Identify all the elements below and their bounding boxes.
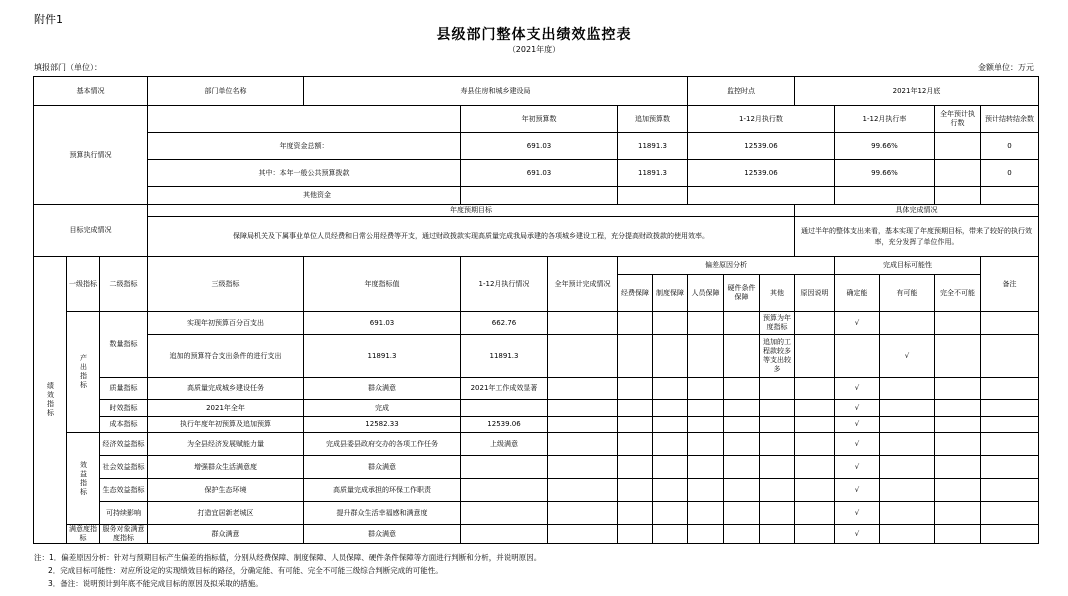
header-dev-hardware: 硬件条件保障 [724, 275, 760, 312]
row-reason [795, 378, 835, 400]
row-forecast [548, 400, 618, 417]
row-target: 提升群众生活幸福感和满意度 [304, 502, 461, 525]
row-dev-cell [653, 417, 688, 433]
row-maybe [880, 417, 935, 433]
row-dev-cell [618, 378, 653, 400]
row-other [760, 502, 795, 525]
row-dev-cell [618, 479, 653, 502]
row-dev-cell [688, 378, 724, 400]
header-exec: 1-12月执行情况 [461, 257, 548, 312]
note-1: 注：1．偏差原因分析：针对与预期目标产生偏差的指标值，分别从经费保障、制度保障、人员保障、硬件条件保障等方面进行判断和分析，并说明原因。 [34, 553, 542, 562]
row-l3: 增强群众生活满意度 [148, 456, 304, 479]
goal-actual-header: 具体完成情况 [795, 205, 1039, 217]
row-l3: 群众满意 [148, 525, 304, 544]
row-remark [981, 335, 1039, 378]
row-l2: 成本指标 [100, 417, 148, 433]
row-l3: 为全县经济发展赋能力量 [148, 433, 304, 456]
benefit-label: 效益指标 [67, 433, 100, 525]
row-dev-cell [724, 433, 760, 456]
dept-name-label: 部门单位名称 [148, 77, 304, 106]
row-target: 群众满意 [304, 456, 461, 479]
budget-cell: 0 [981, 160, 1039, 187]
header-comp-impossible: 完全不可能 [935, 275, 981, 312]
header-dev-reason: 原因说明 [795, 275, 835, 312]
row-reason [795, 417, 835, 433]
attachment-label: 附件1 [34, 13, 63, 26]
row-other: 追加的工程款较多等支出较多 [760, 335, 795, 378]
row-impossible [935, 400, 981, 417]
row-maybe [880, 479, 935, 502]
row-other [760, 400, 795, 417]
row-forecast [548, 378, 618, 400]
row-l2: 服务对象满意度指标 [100, 525, 148, 544]
row-maybe [880, 456, 935, 479]
budget-header-initial: 年初预算数 [461, 106, 618, 133]
row-dev-cell [618, 400, 653, 417]
budget-cell: 11891.3 [618, 160, 688, 187]
row-other: 预算为年度指标 [760, 312, 795, 335]
row-sure: √ [835, 502, 880, 525]
row-dev-cell [618, 525, 653, 544]
row-sure [835, 335, 880, 378]
row-forecast [548, 502, 618, 525]
row-dev-cell [618, 312, 653, 335]
header-dev-other: 其他 [760, 275, 795, 312]
row-dev-cell [688, 456, 724, 479]
row-dev-cell [688, 335, 724, 378]
row-sure: √ [835, 378, 880, 400]
row-impossible [935, 335, 981, 378]
budget-cell: 0 [981, 133, 1039, 160]
budget-cell: 12539.06 [688, 133, 835, 160]
row-impossible [935, 312, 981, 335]
header-annual-value: 年度指标值 [304, 257, 461, 312]
row-dev-cell [688, 525, 724, 544]
filler-label: 填报部门（单位）： [34, 63, 102, 72]
row-target: 高质量完成承担的环保工作职责 [304, 479, 461, 502]
year-label: （2021年度） [507, 45, 561, 54]
row-reason [795, 400, 835, 417]
budget-header-carryover: 预计结转结余数 [981, 106, 1039, 133]
row-dev-cell [688, 417, 724, 433]
row-l3: 追加的预算符合支出条件的进行支出 [148, 335, 304, 378]
budget-cell: 691.03 [461, 160, 618, 187]
page-title: 县级部门整体支出绩效监控表 [436, 27, 632, 43]
row-exec [461, 479, 548, 502]
monitor-time-value: 2021年12月底 [795, 77, 1039, 106]
header-dev-funding: 经费保障 [618, 275, 653, 312]
row-other [760, 456, 795, 479]
row-dev-cell [653, 335, 688, 378]
row-target: 691.03 [304, 312, 461, 335]
row-remark [981, 417, 1039, 433]
budget-row-label: 其他资金 [148, 187, 461, 205]
budget-cell [935, 160, 981, 187]
row-exec [461, 525, 548, 544]
row-impossible [935, 502, 981, 525]
row-sure: √ [835, 400, 880, 417]
note-3: 3．备注：说明预计到年底不能完成目标的原因及拟采取的措施。 [48, 579, 263, 588]
budget-cell [688, 187, 835, 205]
budget-cell [935, 133, 981, 160]
row-reason [795, 312, 835, 335]
row-dev-cell [618, 456, 653, 479]
row-exec: 12539.06 [461, 417, 548, 433]
row-dev-cell [724, 525, 760, 544]
row-dev-cell [653, 502, 688, 525]
row-dev-cell [724, 417, 760, 433]
row-remark [981, 378, 1039, 400]
row-remark [981, 502, 1039, 525]
dept-name-value: 寿县住房和城乡建设局 [304, 77, 688, 106]
row-dev-cell [653, 400, 688, 417]
budget-cell [461, 187, 618, 205]
row-l2: 经济效益指标 [100, 433, 148, 456]
basic-label: 基本情况 [34, 77, 148, 106]
row-target: 12582.33 [304, 417, 461, 433]
row-forecast [548, 433, 618, 456]
row-sure: √ [835, 312, 880, 335]
budget-header-executed: 1-12月执行数 [688, 106, 835, 133]
budget-header-forecast: 全年预计执行数 [935, 106, 981, 133]
header-dev-staff: 人员保障 [688, 275, 724, 312]
row-dev-cell [724, 502, 760, 525]
row-other [760, 525, 795, 544]
row-l2: 可持续影响 [100, 502, 148, 525]
row-reason [795, 456, 835, 479]
row-remark [981, 479, 1039, 502]
row-maybe [880, 312, 935, 335]
row-l3: 2021年全年 [148, 400, 304, 417]
row-l2: 生态效益指标 [100, 479, 148, 502]
row-impossible [935, 525, 981, 544]
budget-header-additional: 追加预算数 [618, 106, 688, 133]
row-l2: 社会效益指标 [100, 456, 148, 479]
header-deviation: 偏差原因分析 [618, 257, 835, 275]
row-reason [795, 335, 835, 378]
row-maybe [880, 502, 935, 525]
row-target: 群众满意 [304, 525, 461, 544]
row-exec: 662.76 [461, 312, 548, 335]
row-dev-cell [724, 456, 760, 479]
row-remark [981, 400, 1039, 417]
row-l3: 保护生态环境 [148, 479, 304, 502]
row-l3: 实现年初预算百分百支出 [148, 312, 304, 335]
row-l2: 时效指标 [100, 400, 148, 417]
row-exec [461, 456, 548, 479]
row-sure: √ [835, 479, 880, 502]
row-dev-cell [724, 400, 760, 417]
budget-cell [618, 187, 688, 205]
budget-cell [981, 187, 1039, 205]
row-exec [461, 502, 548, 525]
row-maybe [880, 378, 935, 400]
row-dev-cell [653, 456, 688, 479]
row-l3: 高质量完成城乡建设任务 [148, 378, 304, 400]
monitor-time-label: 监控时点 [688, 77, 795, 106]
row-dev-cell [653, 479, 688, 502]
row-impossible [935, 456, 981, 479]
row-sure: √ [835, 456, 880, 479]
row-dev-cell [688, 400, 724, 417]
header-level3: 三级指标 [148, 257, 304, 312]
goal-annual-text: 保障局机关及下属事业单位人员经费和日常公用经费等开支，通过财政拨款实现高质量完成我局承建的各项城乡建设工程，充分提高财政拨款的使用效率。 [148, 217, 795, 257]
goal-annual-header: 年度预期目标 [148, 205, 795, 217]
header-level2: 二级指标 [100, 257, 148, 312]
row-dev-cell [724, 479, 760, 502]
header-level1: 一级指标 [67, 257, 100, 312]
goal-label: 目标完成情况 [34, 205, 148, 257]
row-dev-cell [724, 378, 760, 400]
header-remark: 备注 [981, 257, 1039, 312]
row-remark [981, 312, 1039, 335]
output-label: 产出指标 [67, 312, 100, 433]
row-other [760, 417, 795, 433]
row-sure: √ [835, 525, 880, 544]
perf-label: 绩效指标 [34, 257, 67, 544]
header-comp-sure: 确定能 [835, 275, 880, 312]
row-target: 完成县委县政府交办的各项工作任务 [304, 433, 461, 456]
row-exec [461, 400, 548, 417]
row-dev-cell [724, 312, 760, 335]
row-exec: 11891.3 [461, 335, 548, 378]
row-dev-cell [688, 433, 724, 456]
row-dev-cell [688, 502, 724, 525]
row-forecast [548, 417, 618, 433]
budget-row-label: 其中：本年一般公共预算拨款 [148, 160, 461, 187]
budget-cell: 12539.06 [688, 160, 835, 187]
header-completion: 完成目标可能性 [835, 257, 981, 275]
row-dev-cell [653, 525, 688, 544]
row-maybe [880, 400, 935, 417]
header-forecast: 全年预计完成情况 [548, 257, 618, 312]
row-remark [981, 456, 1039, 479]
row-dev-cell [653, 378, 688, 400]
row-exec: 上级满意 [461, 433, 548, 456]
row-dev-cell [618, 417, 653, 433]
row-forecast [548, 525, 618, 544]
row-sure: √ [835, 417, 880, 433]
budget-cell [935, 187, 981, 205]
goal-actual-text: 通过半年的整体支出来看，基本实现了年度预期目标，带来了较好的执行效率，充分发挥了单位作用。 [795, 217, 1039, 257]
budget-row-label: 年度资金总额： [148, 133, 461, 160]
row-remark [981, 525, 1039, 544]
budget-cell: 11891.3 [618, 133, 688, 160]
budget-cell: 99.66% [835, 133, 935, 160]
budget-header-rate: 1-12月执行率 [835, 106, 935, 133]
row-forecast [548, 312, 618, 335]
row-l2: 质量指标 [100, 378, 148, 400]
row-reason [795, 502, 835, 525]
budget-cell: 99.66% [835, 160, 935, 187]
row-remark [981, 433, 1039, 456]
row-l3: 打造宜居新老城区 [148, 502, 304, 525]
row-other [760, 479, 795, 502]
row-sure: √ [835, 433, 880, 456]
row-target: 完成 [304, 400, 461, 417]
row-impossible [935, 378, 981, 400]
row-dev-cell [618, 502, 653, 525]
row-maybe [880, 525, 935, 544]
row-l3: 执行年度年初预算及追加预算 [148, 417, 304, 433]
note-2: 2．完成目标可能性：对应所设定的实现绩效目标的路径，分确定能、有可能、完全不可能三级综合判断完成的可能性。 [48, 566, 443, 575]
row-impossible [935, 433, 981, 456]
satisfaction-label: 满意度指标 [67, 525, 100, 544]
budget-header-blank [148, 106, 461, 133]
row-impossible [935, 479, 981, 502]
row-other [760, 378, 795, 400]
row-forecast [548, 456, 618, 479]
row-reason [795, 479, 835, 502]
row-impossible [935, 417, 981, 433]
row-other [760, 433, 795, 456]
row-target: 群众满意 [304, 378, 461, 400]
budget-cell: 691.03 [461, 133, 618, 160]
row-forecast [548, 335, 618, 378]
header-dev-system: 制度保障 [653, 275, 688, 312]
row-dev-cell [724, 335, 760, 378]
row-exec: 2021年工作成效显著 [461, 378, 548, 400]
row-target: 11891.3 [304, 335, 461, 378]
row-maybe [880, 433, 935, 456]
budget-label: 预算执行情况 [34, 106, 148, 205]
row-dev-cell [653, 433, 688, 456]
row-l2: 数量指标 [100, 312, 148, 378]
header-comp-maybe: 有可能 [880, 275, 935, 312]
budget-cell [835, 187, 935, 205]
row-dev-cell [653, 312, 688, 335]
row-dev-cell [618, 335, 653, 378]
row-dev-cell [618, 433, 653, 456]
row-forecast [548, 479, 618, 502]
row-dev-cell [688, 479, 724, 502]
row-maybe: √ [880, 335, 935, 378]
performance-table [33, 76, 1039, 544]
row-dev-cell [688, 312, 724, 335]
row-reason [795, 433, 835, 456]
row-reason [795, 525, 835, 544]
unit-label: 金额单位：万元 [978, 63, 1034, 72]
